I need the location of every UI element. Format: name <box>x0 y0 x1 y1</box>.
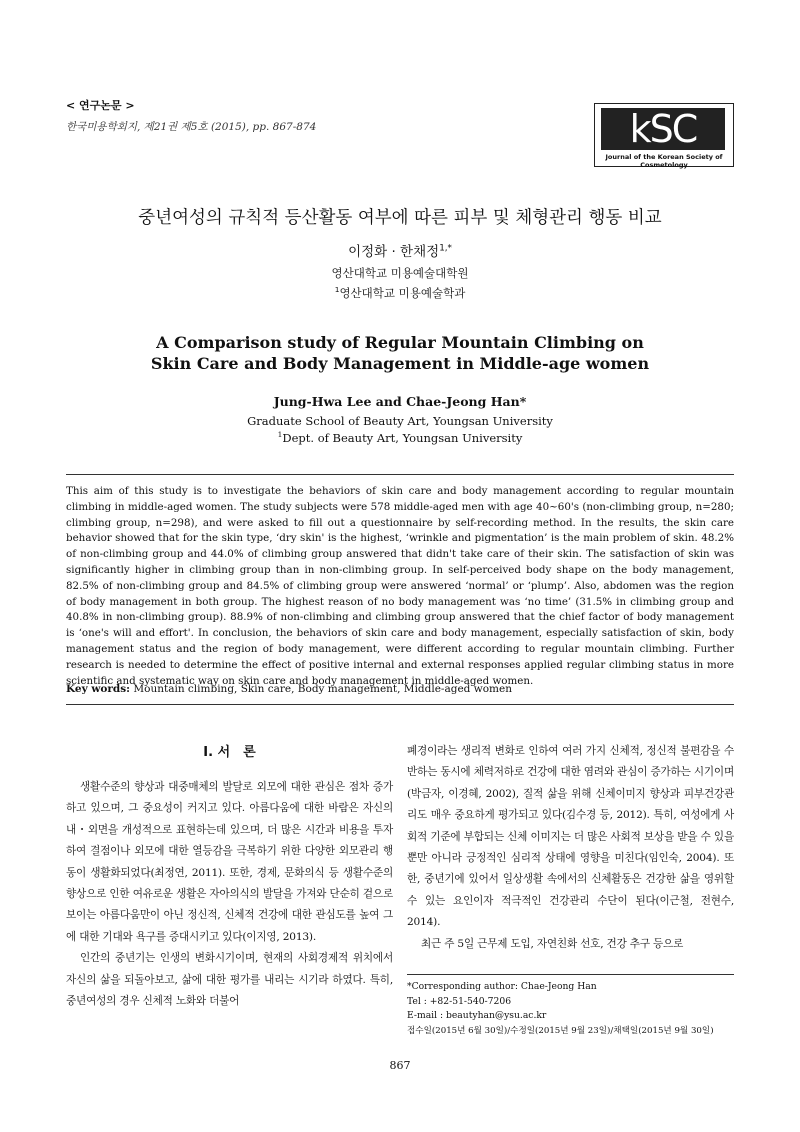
footnote-dates: 접수일(2015년 6월 30일)/수정일(2015년 9월 23일)/채택일(2015년 9월 30일) <box>407 1025 714 1036</box>
abstract-top-rule <box>66 474 734 475</box>
keywords-value: Mountain climbing, Skin care, Body management, Middle-aged women <box>133 683 512 695</box>
affiliation-english-2-text: Dept. of Beauty Art, Youngsan University <box>282 430 523 445</box>
body-column-left <box>66 777 393 1012</box>
title-english-line-2: Skin Care and Body Management in Middle-age women <box>150 354 650 373</box>
affiliation-korean-2-sup: 1 <box>334 285 340 295</box>
logo-letters: kSC <box>629 107 697 151</box>
authors-english: Jung-Hwa Lee and Chae-Jeong Han* <box>273 394 527 409</box>
body-paragraph: 생활수준의 향상과 대중매체의 발달로 외모에 대한 관심은 점차 증가하고 있으며, 그 중요성이 커지고 있다. 아름다움에 대한 바람은 자신의 내・외면을 개성적으로 표현하는데 있으며, 더 많은 시간과 비용을 투자하여 결점이나 외모에 대한 열등감을 극복하기 위한 다양한 외모관리 행동이 생활화되었다(최정연, 2011). 또한, 경제, 문화의식 등 생활수준의 향상으로 인한 여유로운 생활은 자아의식의 발달을 가져와 단순히 겉으로 보이는 아름다움만이 아닌 정신적, 신체적 건강에 대한 관심도를 높여 그에 대한 기대와 욕구를 증대시키고 있다(이지영, 2013). <box>66 781 393 943</box>
footnotes <box>407 980 734 1038</box>
title-english-line-1: A Comparison study of Regular Mountain Climbing on <box>156 333 644 352</box>
affiliation-english-2-sup: 1 <box>277 430 283 439</box>
body-paragraph: 인간의 중년기는 인생의 변화시기이며, 현재의 사회경제적 위치에서 자신의 삶을 되돌아보고, 삶에 대한 평가를 내리는 시기라 하였다. 특히, 중년여성의 경우 신체적 노화와 더불어 <box>66 952 393 1008</box>
footnote-rule <box>407 974 734 975</box>
body-column-right <box>407 741 734 955</box>
page-number: 867 <box>389 1059 411 1072</box>
logo-caption: Journal of the Korean Society of Cosmetology <box>605 153 723 169</box>
keywords <box>66 683 734 695</box>
abstract-bottom-rule <box>66 704 734 705</box>
abstract: This aim of this study is to investigate the behaviors of skin care and body management according to regular mountain climbing in middle-aged women. The study subjects were 578 middle-aged men with age 40~60's (non-climbing group, n=280; climbing group, n=298), and were asked to fill out a questionnaire by self-recording method. In the results, the skin care behavior showed that for the skin type, ‘dry skin' is the highest, ‘wrinkle and pigmentation’ is the main problem of skin. 48.2% of non-climbing group and 44.0% of climbing group answered that didn't take care of their skin. The satisfaction of skin was significantly higher in climbing group than in non-climbing group. In self-perceived body shape on the body management, 82.5% of non-climbing group and 84.5% of climbing group were answered ‘normal’ or ‘plump’. Also, abdomen was the region of body management in both group. The highest reason of no body management was ‘no time’ (31.5% in climbing group and 40.8% in non-climbing group). 88.9% of non-climbing and climbing group answered that the chief factor of body management is ‘one's will and effort'. In conclusion, the behaviors of skin care and body management, especially satisfaction of skin, body management status and the region of body management, were different according to regular mountain climbing. Further research is needed to determine the effect of positive internal and external responses applied regular climbing status in more scientific and systematic way on skin care and body management in middle-aged women. <box>66 485 734 687</box>
affiliation-korean-1: 영산대학교 미용예술대학원 <box>331 266 469 280</box>
section-heading-introduction: I. 서 론 <box>203 745 256 760</box>
affiliation-english-1: Graduate School of Beauty Art, Youngsan University <box>247 414 553 428</box>
affiliation-korean-2-text: 영산대학교 미용예술학과 <box>339 286 466 300</box>
affiliation-english-2 <box>0 430 800 445</box>
journal-logo <box>594 103 734 167</box>
keywords-label: Key words: <box>66 683 131 695</box>
article-type-label: < 연구논문 > <box>66 99 135 112</box>
affiliation-korean-2 <box>0 285 800 301</box>
footnote-email: E-mail : beautyhan@ysu.ac.kr <box>407 1010 547 1021</box>
title-korean: 중년여성의 규칙적 등산활동 여부에 따른 피부 및 체형관리 행동 비교 <box>138 208 662 228</box>
footnote-telephone: Tel : +82-51-540-7206 <box>407 995 512 1007</box>
footnote-corresponding-author: *Corresponding author: Chae-Jeong Han <box>407 981 597 992</box>
body-paragraph: 폐경이라는 생리적 변화로 인하여 여러 가지 신체적, 정신적 불편감을 수반하는 동시에 체력저하로 건강에 대한 염려와 관심이 증가하는 시기이며(박금자, 이경혜, 2002), 질적 삶을 위해 신체이미지 향상과 피부건강관리도 매우 중요하게 평가되고 있다(김수경 등, 2012). 특히, 여성에게 사회적 기준에 부합되는 신체 이미지는 더 많은 사회적 보상을 받을 수 있을 뿐만 아니라 긍정적인 심리적 상태에 영향을 미친다(임인숙, 2004). 또한, 중년기에 있어서 일상생활 속에서의 신체활동은 건강한 삶을 영위할 수 있는 요인이자 적극적인 건강관리 수단이 된다(이근철, 전현수, 2014). <box>407 745 734 929</box>
authors-korean-sup: 1,* <box>439 243 452 254</box>
authors-korean-names: 이정화 · 한채정 <box>348 244 440 260</box>
logo-mark <box>601 108 725 150</box>
journal-citation: 한국미용학회지, 제21권 제5호 (2015), pp. 867-874 <box>66 121 317 133</box>
authors-korean <box>0 240 800 260</box>
body-paragraph: 최근 주 5일 근무제 도입, 자연친화 선호, 건강 추구 등으로 <box>421 937 684 950</box>
